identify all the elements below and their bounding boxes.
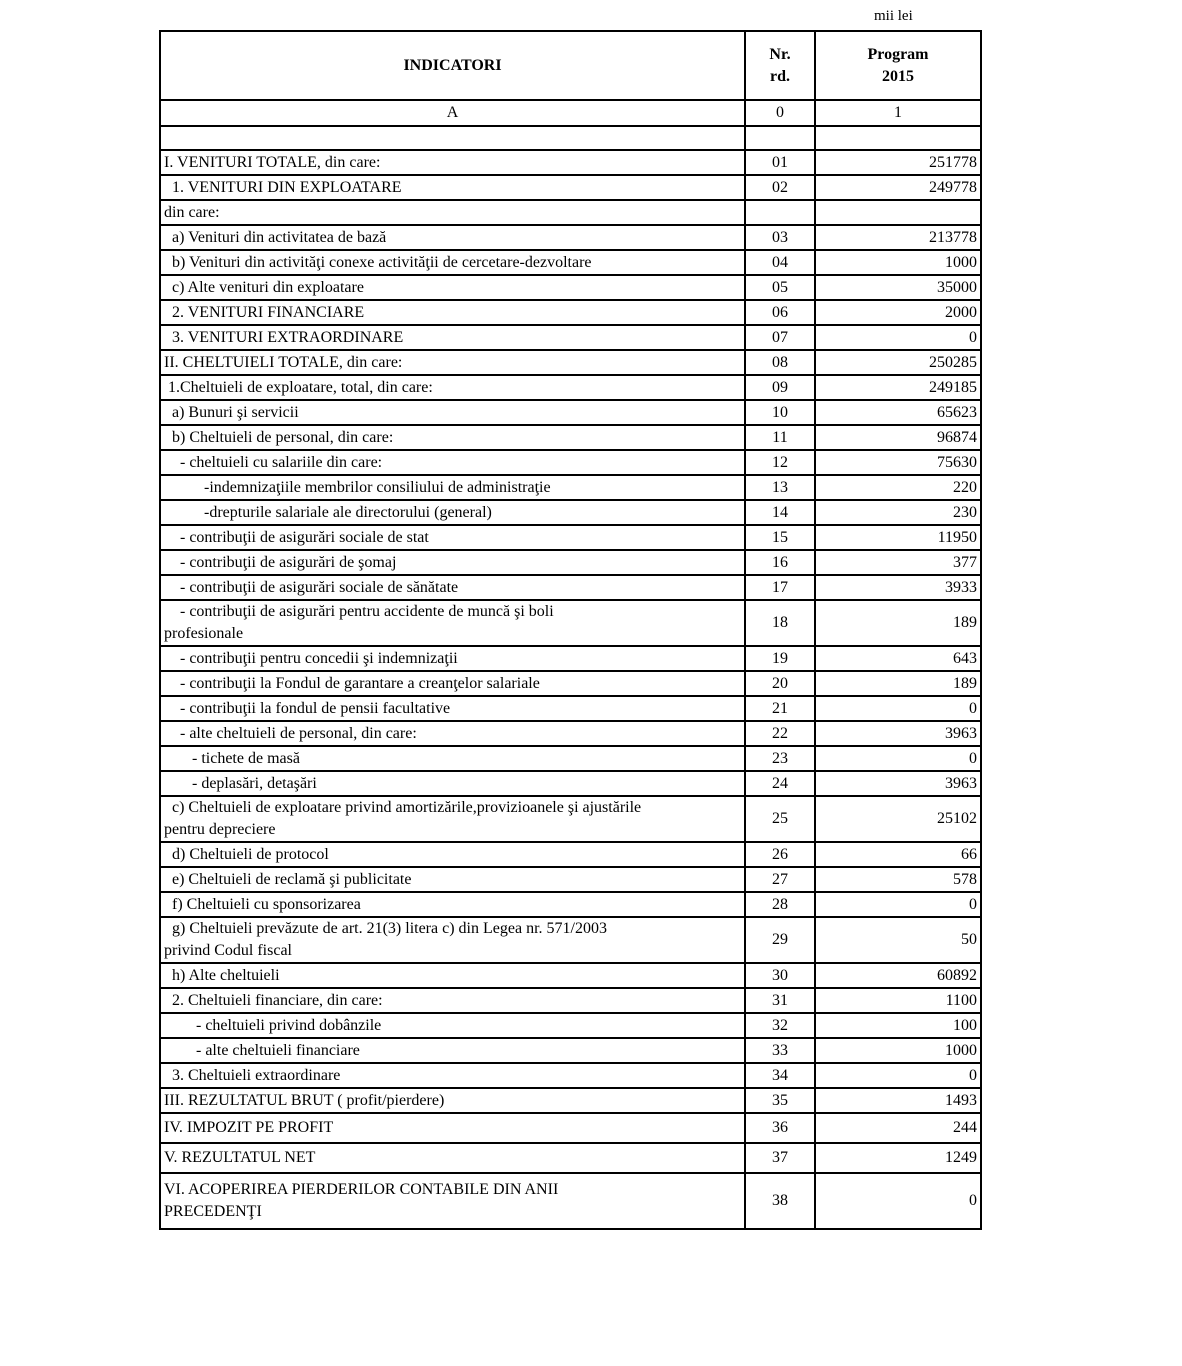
indicator-cell: -drepturile salariale ale directorului (general) <box>160 500 745 525</box>
column-index-a: A <box>160 100 745 126</box>
table-row <box>160 550 981 575</box>
row-number-cell: 14 <box>745 500 815 525</box>
row-number-cell: 32 <box>745 1013 815 1038</box>
indicator-cell: b) Venituri din activităţi conexe activităţii de cercetare-dezvoltare <box>160 250 745 275</box>
indicator-cell: 2. VENITURI FINANCIARE <box>160 300 745 325</box>
indicator-cell: 3. VENITURI EXTRAORDINARE <box>160 325 745 350</box>
indicator-cell: III. REZULTATUL BRUT ( profit/pierdere) <box>160 1088 745 1113</box>
indicator-cell: h) Alte cheltuieli <box>160 963 745 988</box>
program-value-cell: 249185 <box>815 375 981 400</box>
indicator-cell: - cheltuieli privind dobânzile <box>160 1013 745 1038</box>
row-number-cell: 13 <box>745 475 815 500</box>
indicator-cell: c) Alte venituri din exploatare <box>160 275 745 300</box>
table-row <box>160 375 981 400</box>
row-number-cell: 03 <box>745 225 815 250</box>
program-value-cell: 0 <box>815 1173 981 1229</box>
indicator-cell: - alte cheltuieli financiare <box>160 1038 745 1063</box>
table-row <box>160 1013 981 1038</box>
program-value-cell: 1100 <box>815 988 981 1013</box>
program-value-cell: 25102 <box>815 796 981 842</box>
table-row <box>160 646 981 671</box>
program-value-cell: 189 <box>815 600 981 646</box>
program-value-cell: 3963 <box>815 771 981 796</box>
program-value-cell: 2000 <box>815 300 981 325</box>
program-value-cell: 0 <box>815 325 981 350</box>
row-number-cell: 10 <box>745 400 815 425</box>
row-number-cell: 28 <box>745 892 815 917</box>
program-value-cell: 189 <box>815 671 981 696</box>
table-row <box>160 963 981 988</box>
header-row <box>160 31 981 100</box>
indicator-cell: - tichete de masă <box>160 746 745 771</box>
table-row <box>160 771 981 796</box>
row-number-cell: 09 <box>745 375 815 400</box>
indicator-cell: 2. Cheltuieli financiare, din care: <box>160 988 745 1013</box>
indicator-cell: a) Bunuri şi servicii <box>160 400 745 425</box>
column-index-0: 0 <box>745 100 815 126</box>
program-value-cell: 249778 <box>815 175 981 200</box>
column-index-1: 1 <box>815 100 981 126</box>
table-row <box>160 988 981 1013</box>
table-row <box>160 500 981 525</box>
program-value-cell: 1493 <box>815 1088 981 1113</box>
row-number-cell: 23 <box>745 746 815 771</box>
table-row <box>160 175 981 200</box>
program-value-cell: 100 <box>815 1013 981 1038</box>
indicator-cell: - contribuţii de asigurări sociale de stat <box>160 525 745 550</box>
program-value-cell: 0 <box>815 696 981 721</box>
program-value-cell: 230 <box>815 500 981 525</box>
unit-label: mii lei <box>874 8 913 24</box>
program-value-cell: 244 <box>815 1113 981 1143</box>
program-value-cell: 213778 <box>815 225 981 250</box>
table-row <box>160 1173 981 1229</box>
program-value-cell: 1249 <box>815 1143 981 1173</box>
program-value-cell: 0 <box>815 746 981 771</box>
row-number-cell: 29 <box>745 917 815 963</box>
indicator-cell: 1.Cheltuieli de exploatare, total, din care: <box>160 375 745 400</box>
program-value-cell: 251778 <box>815 150 981 175</box>
table-row <box>160 1143 981 1173</box>
row-number-cell: 33 <box>745 1038 815 1063</box>
indicator-cell: din care: <box>160 200 745 225</box>
indicator-cell: b) Cheltuieli de personal, din care: <box>160 425 745 450</box>
table-row <box>160 300 981 325</box>
table-row <box>160 400 981 425</box>
indicator-cell: c) Cheltuieli de exploatare privind amortizările,provizioanele şi ajustările pentru depreciere <box>160 796 745 842</box>
table-row <box>160 1063 981 1088</box>
indicator-cell: 1. VENITURI DIN EXPLOATARE <box>160 175 745 200</box>
row-number-cell: 34 <box>745 1063 815 1088</box>
row-number-cell: 01 <box>745 150 815 175</box>
table-row <box>160 450 981 475</box>
indicator-cell: IV. IMPOZIT PE PROFIT <box>160 1113 745 1143</box>
column-index-row <box>160 100 981 126</box>
program-value-cell: 220 <box>815 475 981 500</box>
row-number-cell: 02 <box>745 175 815 200</box>
table-row <box>160 867 981 892</box>
table-row <box>160 746 981 771</box>
row-number-cell: 16 <box>745 550 815 575</box>
row-number-cell: 36 <box>745 1113 815 1143</box>
table-row <box>160 425 981 450</box>
indicator-cell: - deplasări, detaşări <box>160 771 745 796</box>
row-number-cell: 15 <box>745 525 815 550</box>
indicator-cell: V. REZULTATUL NET <box>160 1143 745 1173</box>
indicator-cell: g) Cheltuieli prevăzute de art. 21(3) litera c) din Legea nr. 571/2003 privind Codul fiscal <box>160 917 745 963</box>
program-value-cell <box>815 200 981 225</box>
program-value-cell: 66 <box>815 842 981 867</box>
program-value-cell: 65623 <box>815 400 981 425</box>
row-number-cell: 35 <box>745 1088 815 1113</box>
table-row <box>160 325 981 350</box>
program-value-cell: 60892 <box>815 963 981 988</box>
table-row <box>160 275 981 300</box>
indicator-cell: VI. ACOPERIREA PIERDERILOR CONTABILE DIN ANII PRECEDENŢI <box>160 1173 745 1229</box>
indicator-cell: e) Cheltuieli de reclamă şi publicitate <box>160 867 745 892</box>
row-number-cell: 25 <box>745 796 815 842</box>
row-number-cell: 27 <box>745 867 815 892</box>
program-value-cell: 0 <box>815 892 981 917</box>
blank-row <box>160 126 981 150</box>
program-value-cell: 35000 <box>815 275 981 300</box>
row-number-cell: 38 <box>745 1173 815 1229</box>
program-value-cell: 643 <box>815 646 981 671</box>
table-row <box>160 696 981 721</box>
row-number-cell: 37 <box>745 1143 815 1173</box>
row-number-cell: 06 <box>745 300 815 325</box>
program-value-cell: 75630 <box>815 450 981 475</box>
row-number-cell: 30 <box>745 963 815 988</box>
table-row <box>160 350 981 375</box>
indicator-cell: - alte cheltuieli de personal, din care: <box>160 721 745 746</box>
table-row <box>160 796 981 842</box>
row-number-cell: 26 <box>745 842 815 867</box>
blank-cell <box>815 126 981 150</box>
indicator-cell: a) Venituri din activitatea de bază <box>160 225 745 250</box>
row-number-cell: 05 <box>745 275 815 300</box>
program-value-cell: 1000 <box>815 250 981 275</box>
program-value-cell: 578 <box>815 867 981 892</box>
indicator-cell: - contribuţii de asigurări de şomaj <box>160 550 745 575</box>
indicator-cell: f) Cheltuieli cu sponsorizarea <box>160 892 745 917</box>
row-number-cell: 12 <box>745 450 815 475</box>
table-row <box>160 1088 981 1113</box>
indicator-cell: I. VENITURI TOTALE, din care: <box>160 150 745 175</box>
row-number-cell <box>745 200 815 225</box>
table-row <box>160 250 981 275</box>
table-row <box>160 671 981 696</box>
row-number-cell: 17 <box>745 575 815 600</box>
table-row <box>160 721 981 746</box>
table-row <box>160 200 981 225</box>
indicator-cell: - contribuţii de asigurări sociale de sănătate <box>160 575 745 600</box>
indicator-cell: - contribuţii de asigurări pentru accidente de muncă şi boli profesionale <box>160 600 745 646</box>
row-number-cell: 20 <box>745 671 815 696</box>
program-value-cell: 11950 <box>815 525 981 550</box>
blank-cell <box>745 126 815 150</box>
indicator-cell: - contribuţii la fondul de pensii facultative <box>160 696 745 721</box>
program-value-cell: 1000 <box>815 1038 981 1063</box>
indicator-cell: - contribuţii la Fondul de garantare a creanţelor salariale <box>160 671 745 696</box>
blank-cell <box>160 126 745 150</box>
table-row <box>160 575 981 600</box>
indicator-cell: - contribuţii pentru concedii şi indemnizaţii <box>160 646 745 671</box>
row-number-cell: 21 <box>745 696 815 721</box>
row-number-cell: 31 <box>745 988 815 1013</box>
table-row <box>160 225 981 250</box>
row-number-cell: 22 <box>745 721 815 746</box>
row-number-cell: 07 <box>745 325 815 350</box>
row-number-cell: 04 <box>745 250 815 275</box>
program-value-cell: 3963 <box>815 721 981 746</box>
program-value-cell: 96874 <box>815 425 981 450</box>
indicator-cell: -indemnizaţiile membrilor consiliului de administraţie <box>160 475 745 500</box>
table-row <box>160 525 981 550</box>
program-value-cell: 50 <box>815 917 981 963</box>
row-number-cell: 24 <box>745 771 815 796</box>
table-row <box>160 842 981 867</box>
table-row <box>160 917 981 963</box>
table-row <box>160 150 981 175</box>
program-value-cell: 3933 <box>815 575 981 600</box>
row-number-cell: 18 <box>745 600 815 646</box>
table-row <box>160 475 981 500</box>
program-value-cell: 250285 <box>815 350 981 375</box>
table-row <box>160 1113 981 1143</box>
header-program: Program 2015 <box>815 31 981 100</box>
indicator-cell: II. CHELTUIELI TOTALE, din care: <box>160 350 745 375</box>
header-indicator: INDICATORI <box>160 31 745 100</box>
row-number-cell: 19 <box>745 646 815 671</box>
table-row <box>160 1038 981 1063</box>
table-row <box>160 892 981 917</box>
budget-table <box>159 30 982 1230</box>
indicator-cell: d) Cheltuieli de protocol <box>160 842 745 867</box>
indicator-cell: - cheltuieli cu salariile din care: <box>160 450 745 475</box>
table-row <box>160 600 981 646</box>
program-value-cell: 377 <box>815 550 981 575</box>
program-value-cell: 0 <box>815 1063 981 1088</box>
header-nr: Nr. rd. <box>745 31 815 100</box>
row-number-cell: 08 <box>745 350 815 375</box>
indicator-cell: 3. Cheltuieli extraordinare <box>160 1063 745 1088</box>
row-number-cell: 11 <box>745 425 815 450</box>
